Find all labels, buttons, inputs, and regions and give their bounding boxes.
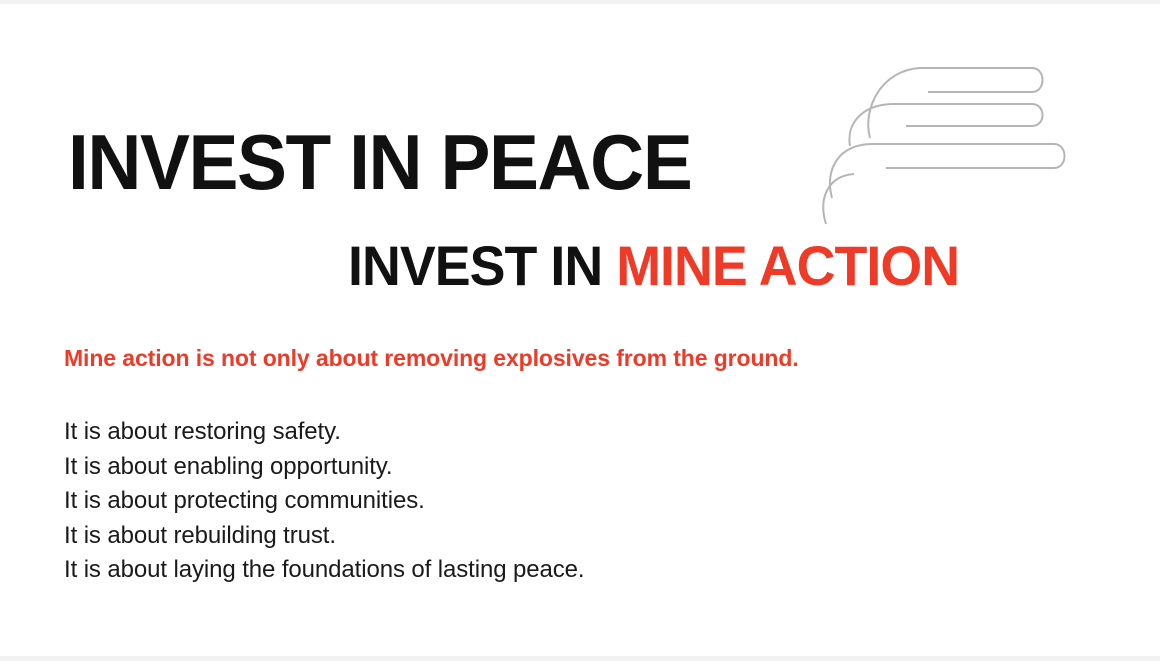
bottom-divider bbox=[0, 656, 1160, 661]
body-text-list bbox=[64, 415, 585, 588]
list-item: It is about laying the foundations of lasting peace. bbox=[64, 556, 585, 583]
top-divider bbox=[0, 0, 1160, 4]
abstract-ribbon-lines-decoration bbox=[810, 48, 1090, 228]
lede-text: Mine action is not only about removing explosives from the ground. bbox=[64, 345, 799, 371]
list-item: It is about rebuilding trust. bbox=[64, 521, 336, 549]
headline-primary: INVEST IN PEACE bbox=[68, 118, 692, 206]
list-item: It is about restoring safety. bbox=[64, 418, 341, 445]
list-item: It is about enabling opportunity. bbox=[64, 452, 393, 480]
headline-secondary-accent: MINE ACTION bbox=[616, 234, 960, 297]
headline-secondary bbox=[348, 234, 960, 297]
list-item: It is about protecting communities. bbox=[64, 487, 425, 514]
headline-secondary-prefix: INVEST IN bbox=[348, 234, 617, 297]
